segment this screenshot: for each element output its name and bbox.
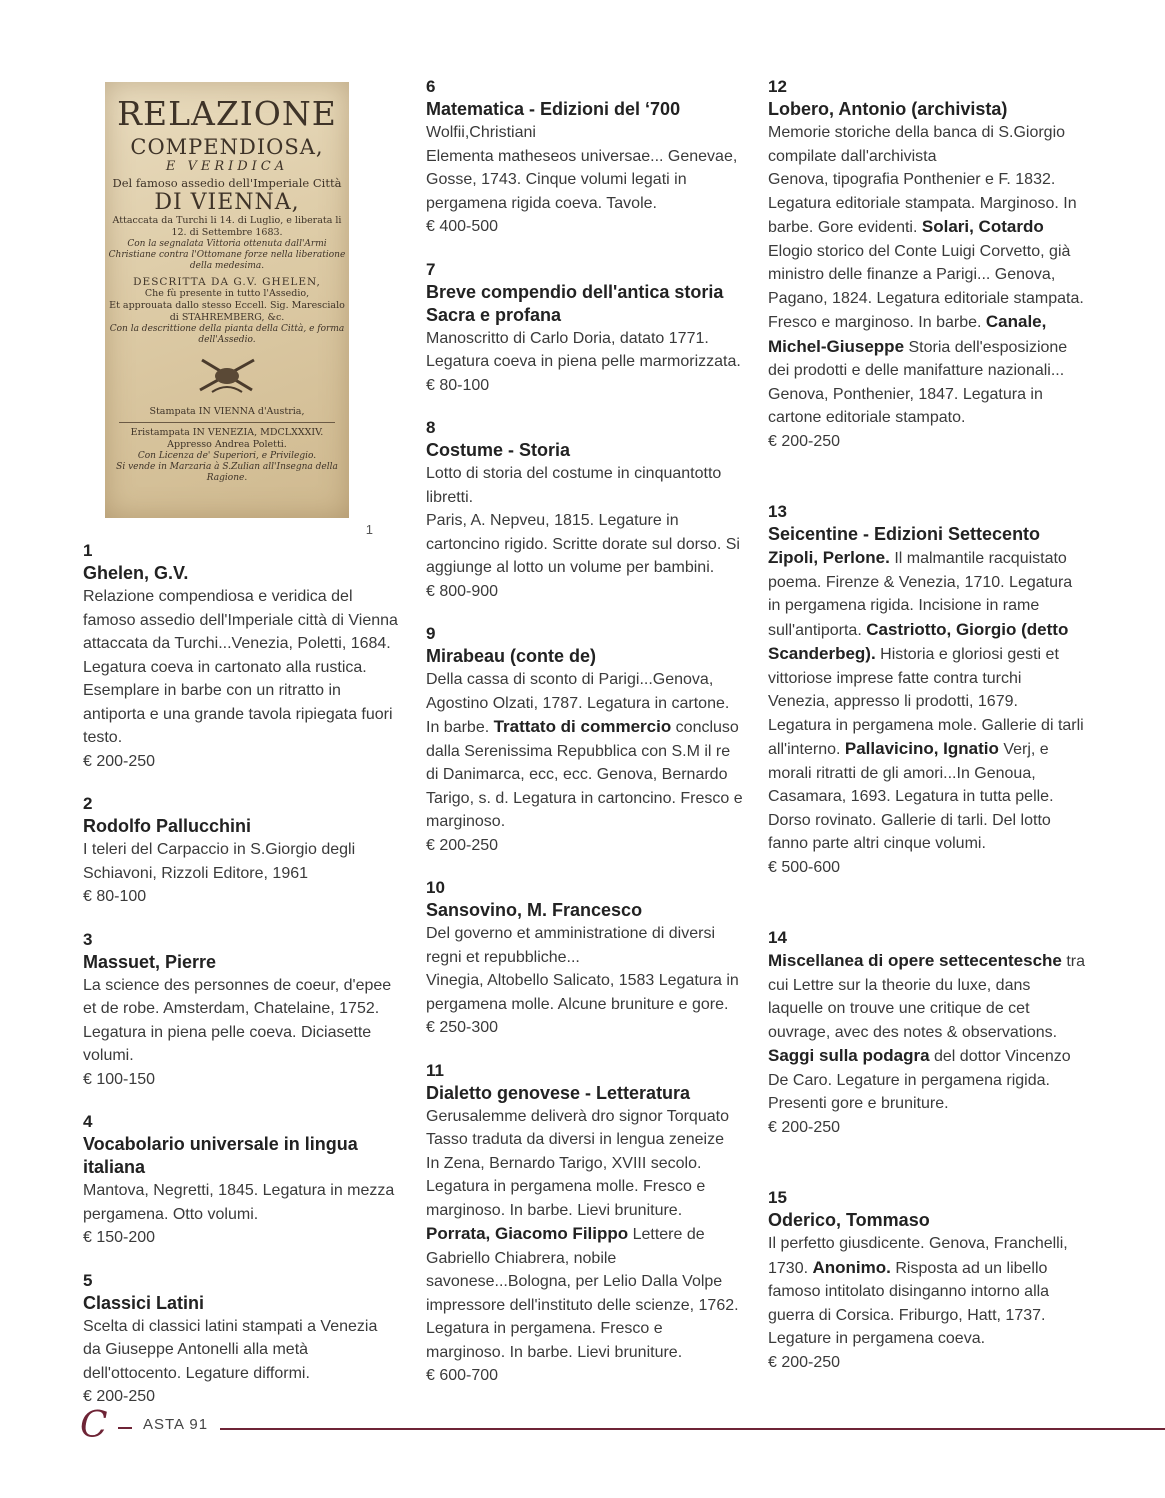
lot-text: Della cassa di sconto di Parigi...Genova, Agostino Olzati, 1787. Legatura in cartone. In barbe. — [426, 671, 730, 736]
lot-10 — [426, 877, 743, 1040]
lot-title: Breve compendio dell'antica storia Sacra e profana — [426, 281, 724, 325]
lot-subtitle: Castriotto, Giorgio (detto Scanderbeg). — [768, 619, 1069, 663]
image-line: Stampata IN VIENNA d'Austria, — [149, 406, 305, 417]
lot-estimate: € 100-150 — [83, 1070, 156, 1088]
lot-number: 3 — [83, 929, 93, 949]
lot-13 — [768, 501, 1085, 879]
lot-title: Rodolfo Pallucchini — [83, 816, 252, 836]
image-line: E VERIDICA — [165, 159, 289, 174]
image-line: Che fù presente in tutto l'Assedio, — [144, 288, 310, 299]
lot-description: Lotto di storia del costume in cinquantotto libretti. — [426, 465, 722, 506]
lot-estimate: € 200-250 — [426, 836, 499, 854]
lot-number: 5 — [83, 1270, 93, 1290]
column-2 — [426, 76, 743, 1408]
footer-label: ASTA 91 — [143, 1416, 209, 1433]
lot-estimate: € 600-700 — [426, 1367, 499, 1384]
lot-text: tra cui Lettre sur la theorie du luxe, dans laquelle on trouve une critique de cet ouvrage, avec des notes & observations. — [768, 953, 1085, 1041]
lot-number: 14 — [768, 928, 787, 947]
lot-text: In Zena, Bernardo Tarigo, XVIII secolo. Legatura in pergamena molle. Fresco e marginoso. In barbe. Lievi bruniture. — [426, 1154, 706, 1219]
lot-number: 6 — [426, 77, 436, 96]
lot-1 — [83, 540, 399, 773]
lot-subtitle: Pallavicino, Ignatio — [844, 739, 999, 758]
lot-estimate: € 250-300 — [426, 1019, 499, 1036]
image-line: DESCRITTA DA G.V. GHELEN, — [133, 276, 321, 288]
lot-11 — [426, 1060, 743, 1388]
lot-description: Mantova, Negretti, 1845. Legatura in mezza pergamena. Otto volumi. — [83, 1182, 395, 1223]
image-line: Con la descrittione della pianta della Città, e forma dell'Assedio. — [109, 324, 345, 345]
lot-estimate: € 80-100 — [426, 376, 490, 394]
spacer — [768, 899, 1085, 927]
image-line: Appresso Andrea Poletti. — [167, 439, 287, 450]
lot-description: Scelta di classici latini stampati a Venezia da Giuseppe Antonelli alla metà dell'ottocento. Legature difformi. — [83, 1317, 378, 1382]
lot-description — [426, 668, 743, 834]
lot-description — [768, 546, 1085, 856]
lot-author: Wolfii,Christiani — [426, 124, 536, 141]
lot-estimate: € 200-250 — [768, 1353, 841, 1371]
lot-estimate: € 200-250 — [768, 1118, 841, 1136]
image-caption: 1 — [365, 522, 373, 537]
image-rule — [119, 422, 335, 423]
lot-title: Matematica - Edizioni del ‘700 — [426, 99, 681, 119]
lot-title: Mirabeau (conte de) — [426, 646, 597, 666]
image-line: DI VIENNA, — [154, 190, 300, 215]
book-title-page-image — [105, 82, 349, 518]
column-1 — [83, 76, 399, 1429]
lot-title: Costume - Storia — [426, 440, 571, 460]
lot-text: Il perfetto giusdicente. Genova, Franchelli, 1730. — [768, 1235, 1068, 1277]
lot-description: Elementa matheseos universae... Genevae, Gosse, 1743. Cinque volumi legati in pergamena rigida coeva. Tavole. — [426, 147, 738, 212]
lot-7 — [426, 259, 743, 398]
lot-14 — [768, 927, 1085, 1139]
lot-number: 9 — [426, 624, 436, 643]
footer-rule — [220, 1428, 1165, 1430]
lot-title: Lobero, Antonio (archivista) — [768, 99, 1008, 119]
lot-estimate: € 80-100 — [83, 888, 147, 905]
spacer — [768, 473, 1085, 501]
lot-5 — [83, 1270, 399, 1409]
lot-description: Paris, A. Nepveu, 1815. Legature in cartoncino rigido. Scritte dorate sul dorso. Si aggiunge al lotto un volume per bambini. — [426, 512, 740, 576]
image-line: Attaccata da Turchi li 14. di Luglio, e liberata li 12. di Settembre 1683. — [112, 215, 342, 238]
lot-description: Del governo et amministratione di diversi regni et repubbliche... — [426, 925, 716, 966]
lot-subtitle: Miscellanea di opere settecentesche — [768, 951, 1062, 970]
emblem-icon — [192, 352, 262, 398]
lot-number: 15 — [768, 1188, 787, 1207]
lot-estimate: € 150-200 — [83, 1229, 156, 1246]
lot-number: 1 — [83, 541, 93, 560]
lot-text: Genova, tipografia Ponthenier e F. 1832. Legatura editoriale stampata. Marginoso. In barbe. Gore evidenti. — [768, 171, 1077, 236]
lot-description: Relazione compendiosa e veridica del famoso assedio dell'Imperiale città di Vienna attaccata da Turchi...Venezia, Poletti, 1684. Legatura coeva in cartonato alla rustica. Esemplare in barbe con un ritratto in antiporta e una grande tavola ripiegata fuori testo. — [83, 588, 398, 746]
image-line: Si vende in Marzaria à S.Zulian all'Insegna della Ragione. — [116, 462, 338, 483]
lot-subtitle: Zipoli, Perlone. — [768, 548, 890, 567]
lot-number: 13 — [768, 502, 787, 521]
lot-number: 10 — [426, 878, 445, 897]
lot-text: Elogio storico del Conte Luigi Corvetto, già ministro delle finanze a Parigi... Genova, Pagano, 1824. Legatura editoriale stampata. Fresco e marginoso. In barbe. — [768, 242, 1084, 331]
lot-9 — [426, 623, 743, 857]
lot-number: 12 — [768, 77, 787, 96]
lot-2 — [83, 793, 399, 909]
lot-title: Ghelen, G.V. — [83, 563, 189, 583]
image-line: Del famoso assedio dell'Imperiale Città — [112, 176, 342, 190]
lot-title: Massuet, Pierre — [83, 951, 217, 972]
lot-text: Risposta ad un libello famoso intitolato disinganno intorno alla guerra di Corsica. Friburgo, Hatt, 1737. Legature in pergamena coeva. — [768, 1259, 1050, 1347]
page-footer — [80, 1405, 1165, 1446]
lot-description: I teleri del Carpaccio in S.Giorgio degli Schiavoni, Rizzoli Editore, 1961 — [83, 841, 356, 882]
lot-title: Seicentine - Edizioni Settecento — [768, 524, 1041, 544]
image-line: Con la segnalata Vittoria ottenuta dall'Armi Christiane contra l'Ottomane forze nella liberatione della medesima. — [108, 239, 346, 271]
lot-title: Dialetto genovese - Letteratura — [426, 1082, 691, 1103]
lot-estimate: € 200-250 — [83, 1388, 156, 1405]
column-3 — [768, 76, 1085, 1394]
lot-text: Storia dell'esposizione dei prodotti e delle manifatture nazionali... Genova, Ponthenier, 1847. Legatura in cartone editoriale stampato. — [768, 338, 1068, 426]
lot-description — [768, 168, 1085, 430]
lot-description: La science des personnes de coeur, d'epee et de robe. Amsterdam, Chatelaine, 1752. Legatura in piena pelle coeva. Diciasette volumi. — [83, 976, 392, 1064]
lot-text: Lettere de Gabriello Chiabrera, nobile savonese...Bologna, per Lelio Dalla Volpe impressore dell'instituto delle scienze, 1762. Legatura in pergamena. Fresco e marginoso. In barbe. Lievi bruniture. — [426, 1226, 739, 1361]
lot-description — [426, 1152, 743, 1365]
image-line: Et approuata dallo stesso Eccell. Sig. Marescialo di STAHREMBERG, &c. — [109, 300, 345, 323]
lot-text: Il malmantile racquistato poema. Firenze & Venezia, 1710. Legatura in pergamena rigida. Incisione in rame sull'antiporta. — [768, 550, 1073, 639]
lot-12 — [768, 76, 1085, 453]
lot-estimate: € 200-250 — [768, 432, 841, 450]
lot-15 — [768, 1187, 1085, 1374]
lot-description: Gerusalemme deliverà dro signor Torquato Tasso traduta da diversi in lengua zeneize — [426, 1107, 729, 1148]
lot-number: 2 — [83, 794, 93, 813]
lot-4 — [83, 1111, 399, 1250]
lot-title: Classici Latini — [83, 1292, 205, 1313]
lot-text: Verj, e morali ritratti de gli amori...In Genoua, Casamara, 1693. Legatura in tutta pelle. Dorso rovinato. Gallerie di tarli. Del lotto fanno parte altri cinque volumi. — [768, 741, 1054, 852]
lot-8 — [426, 417, 743, 603]
lot-subtitle: Solari, Cotardo — [921, 217, 1044, 236]
lot-estimate: € 200-250 — [83, 752, 156, 770]
image-line: COMPENDIOSA, — [130, 135, 324, 159]
lot-subtitle: Anonimo. — [812, 1257, 891, 1277]
lot-description: Manoscritto di Carlo Doria, datato 1771. Legatura coeva in piena pelle marmorizzata. — [426, 329, 741, 370]
lot-text: Historia e gloriosi gesti et vittoriose imprese fatte contra turchi Venezia, appresso li prodotti, 1679. Legatura in pergamena mole. Gallerie di tarli all'interno. — [768, 646, 1084, 758]
lot-subtitle: Saggi sulla podagra — [768, 1046, 930, 1065]
image-line: Con Licenza de' Superiori, e Privilegio. — [137, 451, 317, 461]
lot-number: 7 — [426, 259, 436, 279]
logo: C — [80, 1405, 108, 1446]
lot-title: Sansovino, M. Francesco — [426, 900, 643, 920]
lot-number: 11 — [426, 1060, 444, 1080]
lot-subtitle: Trattato di commercio — [493, 717, 672, 736]
lot-3 — [83, 929, 399, 1092]
lot-title: Oderico, Tommaso — [768, 1210, 930, 1230]
image-line: Eristampata IN VENEZIA, MDCLXXXIV. — [130, 427, 324, 438]
lot-estimate: € 400-500 — [426, 218, 499, 235]
lot-title: Vocabolario universale in lingua italiana — [83, 1134, 358, 1177]
lot-number: 4 — [83, 1112, 93, 1131]
lot-subtitle: Canale, Michel-Giuseppe — [768, 312, 1047, 356]
lot-number: 8 — [426, 418, 436, 437]
lot-description: Vinegia, Altobello Salicato, 1583 Legatura in pergamena molle. Alcune bruniture e gore. — [426, 972, 739, 1013]
lot-description: Memorie storiche della banca di S.Giorgio compilate dall'archivista — [768, 124, 1066, 165]
lot-description — [768, 1232, 1085, 1351]
lot-estimate: € 500-600 — [768, 858, 841, 876]
lot-6 — [426, 76, 743, 239]
lot-description — [768, 949, 1085, 1116]
lot-estimate: € 800-900 — [426, 582, 499, 600]
footer-dash — [118, 1427, 132, 1429]
lot-text: del dottor Vincenzo De Caro. Legature in pergamena rigida. Presenti gore e bruniture. — [768, 1048, 1071, 1112]
spacer — [768, 1159, 1085, 1187]
image-line: RELAZIONE — [117, 94, 337, 133]
lot-text: concluso dalla Serenissima Repubblica con S.M il re di Danimarca, ecc, ecc. Genova, Bernardo Tarigo, s. d. Legatura in cartoncino. Fresco e marginoso. — [426, 719, 743, 830]
lot-subtitle: Porrata, Giacomo Filippo — [426, 1224, 629, 1243]
